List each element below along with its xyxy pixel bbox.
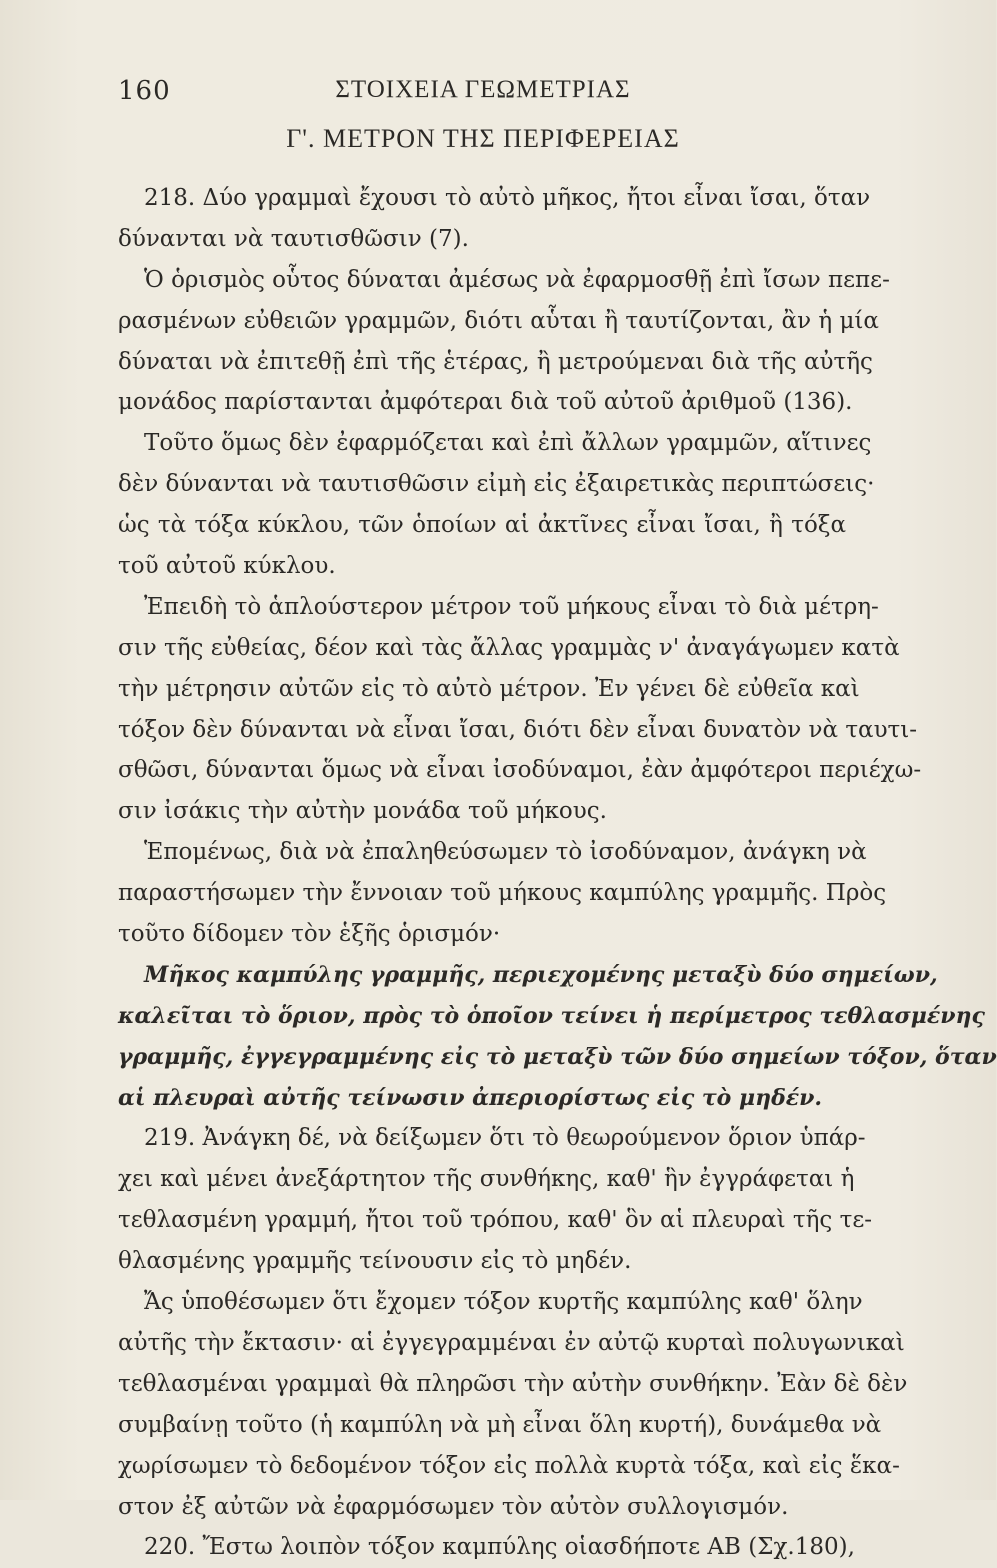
text-line: τὴν μέτρησιν αὐτῶν εἰς τὸ αὐτὸ μέτρον. Ἐν γένει δὲ εὐθεῖα καὶ bbox=[118, 675, 860, 702]
text-line: 220. Ἔστω λοιπὸν τόξον καμπύλης οἱασδήποτε ΑΒ (Σχ.180), bbox=[144, 1534, 855, 1561]
running-head bbox=[118, 70, 848, 106]
text-line: τοῦτο δίδομεν τὸν ἑξῆς ὁρισμόν· bbox=[118, 921, 501, 948]
text-line: Τοῦτο ὅμως δὲν ἐφαρμόζεται καὶ ἐπὶ ἄλλων γραμμῶν, αἵτινες bbox=[144, 430, 872, 457]
text-line: δύναται νὰ ἐπιτεθῇ ἐπὶ τῆς ἑτέρας, ἢ μετρούμεναι διὰ τῆς αὐτῆς bbox=[118, 348, 873, 375]
text-line: χωρίσωμεν τὸ δεδομένον τόξον εἰς πολλὰ κυρτὰ τόξα, καὶ εἰς ἕκα- bbox=[118, 1452, 900, 1479]
text-line: 219. Ἀνάγκη δέ, νὰ δείξωμεν ὅτι τὸ θεωρούμενον ὅριον ὑπάρ- bbox=[144, 1125, 866, 1152]
text-line: τεθλασμένη γραμμή, ἤτοι τοῦ τρόπου, καθ' ὃν αἱ πλευραὶ τῆς τε- bbox=[118, 1207, 873, 1234]
text-line: παραστήσωμεν τὴν ἔννοιαν τοῦ μήκους καμπύλης γραμμῆς. Πρὸς bbox=[118, 880, 887, 907]
definition-line: γραμμῆς, ἐγγεγραμμένης εἰς τὸ μεταξὺ τῶν δύο σημείων τόξον, ὅταν bbox=[118, 1043, 997, 1070]
definition-line: Μῆκος καμπύλης γραμμῆς, περιεχομένης μεταξὺ δύο σημείων, bbox=[144, 961, 938, 988]
text-line: ρασμένων εὐθειῶν γραμμῶν, διότι αὗται ἢ ταυτίζονται, ἂν ἡ μία bbox=[118, 307, 879, 334]
section-title: Γ'. ΜΕΤΡΟΝ ΤΗΣ ΠΕΡΙΦΕΡΕΙΑΣ bbox=[286, 124, 680, 153]
text-line: αὐτῆς τὴν ἔκτασιν· αἱ ἐγγεγραμμέναι ἐν αὐτῷ κυρταὶ πολυγωνικαὶ bbox=[118, 1329, 905, 1356]
text-line: σθῶσι, δύνανται ὅμως νὰ εἶναι ἰσοδύναμοι, ἐὰν ἀμφότεροι περιέχω- bbox=[118, 757, 922, 784]
text-line: μονάδος παρίστανται ἀμφότεραι διὰ τοῦ αὐτοῦ ἀριθμοῦ (136). bbox=[118, 389, 853, 416]
text-line: χει καὶ μένει ἀνεξάρτητον τῆς συνθήκης, καθ' ἣν ἐγγράφεται ἡ bbox=[118, 1166, 855, 1193]
text-line: θλασμένης γραμμῆς τείνουσιν εἰς τὸ μηδέν. bbox=[118, 1248, 632, 1275]
text-line: δὲν δύνανται νὰ ταυτισθῶσιν εἰμὴ εἰς ἐξαιρετικὰς περιπτώσεις· bbox=[118, 471, 875, 498]
text-line: σιν τῆς εὐθείας, δέον καὶ τὰς ἄλλας γραμμὰς ν' ἀναγάγωμεν κατὰ bbox=[118, 634, 900, 661]
text-line: τεθλασμέναι γραμμαὶ θὰ πληρῶσι τὴν αὐτὴν συνθήκην. Ἐὰν δὲ δὲν bbox=[118, 1370, 908, 1397]
text-line: δύνανται νὰ ταυτισθῶσιν (7). bbox=[118, 225, 469, 252]
text-line: Ἑπομένως, διὰ νὰ ἐπαληθεύσωμεν τὸ ἰσοδύναμον, ἀνάγκη νὰ bbox=[144, 839, 867, 866]
text-line: Ἐπειδὴ τὸ ἁπλούστερον μέτρον τοῦ μήκους εἶναι τὸ διὰ μέτρη- bbox=[144, 593, 879, 620]
definition-line: καλεῖται τὸ ὅριον, πρὸς τὸ ὁποῖον τείνει ἡ περίμετρος τεθλασμένης bbox=[118, 1002, 985, 1029]
text-line: στον ἐξ αὐτῶν νὰ ἐφαρμόσωμεν τὸν αὐτὸν συλλογισμόν. bbox=[118, 1493, 789, 1520]
text-line: 218. Δύο γραμμαὶ ἔχουσι τὸ αὐτὸ μῆκος, ἤτοι εἶναι ἴσαι, ὅταν bbox=[144, 185, 871, 211]
body-text bbox=[118, 178, 997, 1568]
definition-line: αἱ πλευραὶ αὐτῆς τείνωσιν ἀπεριορίστως εἰς τὸ μηδέν. bbox=[118, 1084, 823, 1111]
text-line: Ἄς ὑποθέσωμεν ὅτι ἔχομεν τόξον κυρτῆς καμπύλης καθ' ὅλην bbox=[144, 1289, 863, 1316]
text-line: συμβαίνῃ τοῦτο (ἡ καμπύλη νὰ μὴ εἶναι ὅλη κυρτή), δυνάμεθα νὰ bbox=[118, 1411, 882, 1438]
text-line: τοῦ αὐτοῦ κύκλου. bbox=[118, 553, 336, 580]
page-number: 160 bbox=[118, 76, 171, 106]
running-title: ΣΤΟΙΧΕΙΑ ΓΕΩΜΕΤΡΙΑΣ bbox=[335, 76, 631, 103]
text-line: τόξον δὲν δύνανται νὰ εἶναι ἴσαι, διότι δὲν εἶναι δυνατὸν νὰ ταυτι- bbox=[118, 716, 918, 743]
text-line: σιν ἰσάκις τὴν αὐτὴν μονάδα τοῦ μήκους. bbox=[118, 798, 607, 825]
text-line: ὡς τὰ τόξα κύκλου, τῶν ὁποίων αἱ ἀκτῖνες εἶναι ἴσαι, ἢ τόξα bbox=[118, 512, 846, 539]
text-line: Ὁ ὁρισμὸς οὗτος δύναται ἀμέσως νὰ ἐφαρμοσθῇ ἐπὶ ἴσων πεπε- bbox=[144, 266, 890, 293]
